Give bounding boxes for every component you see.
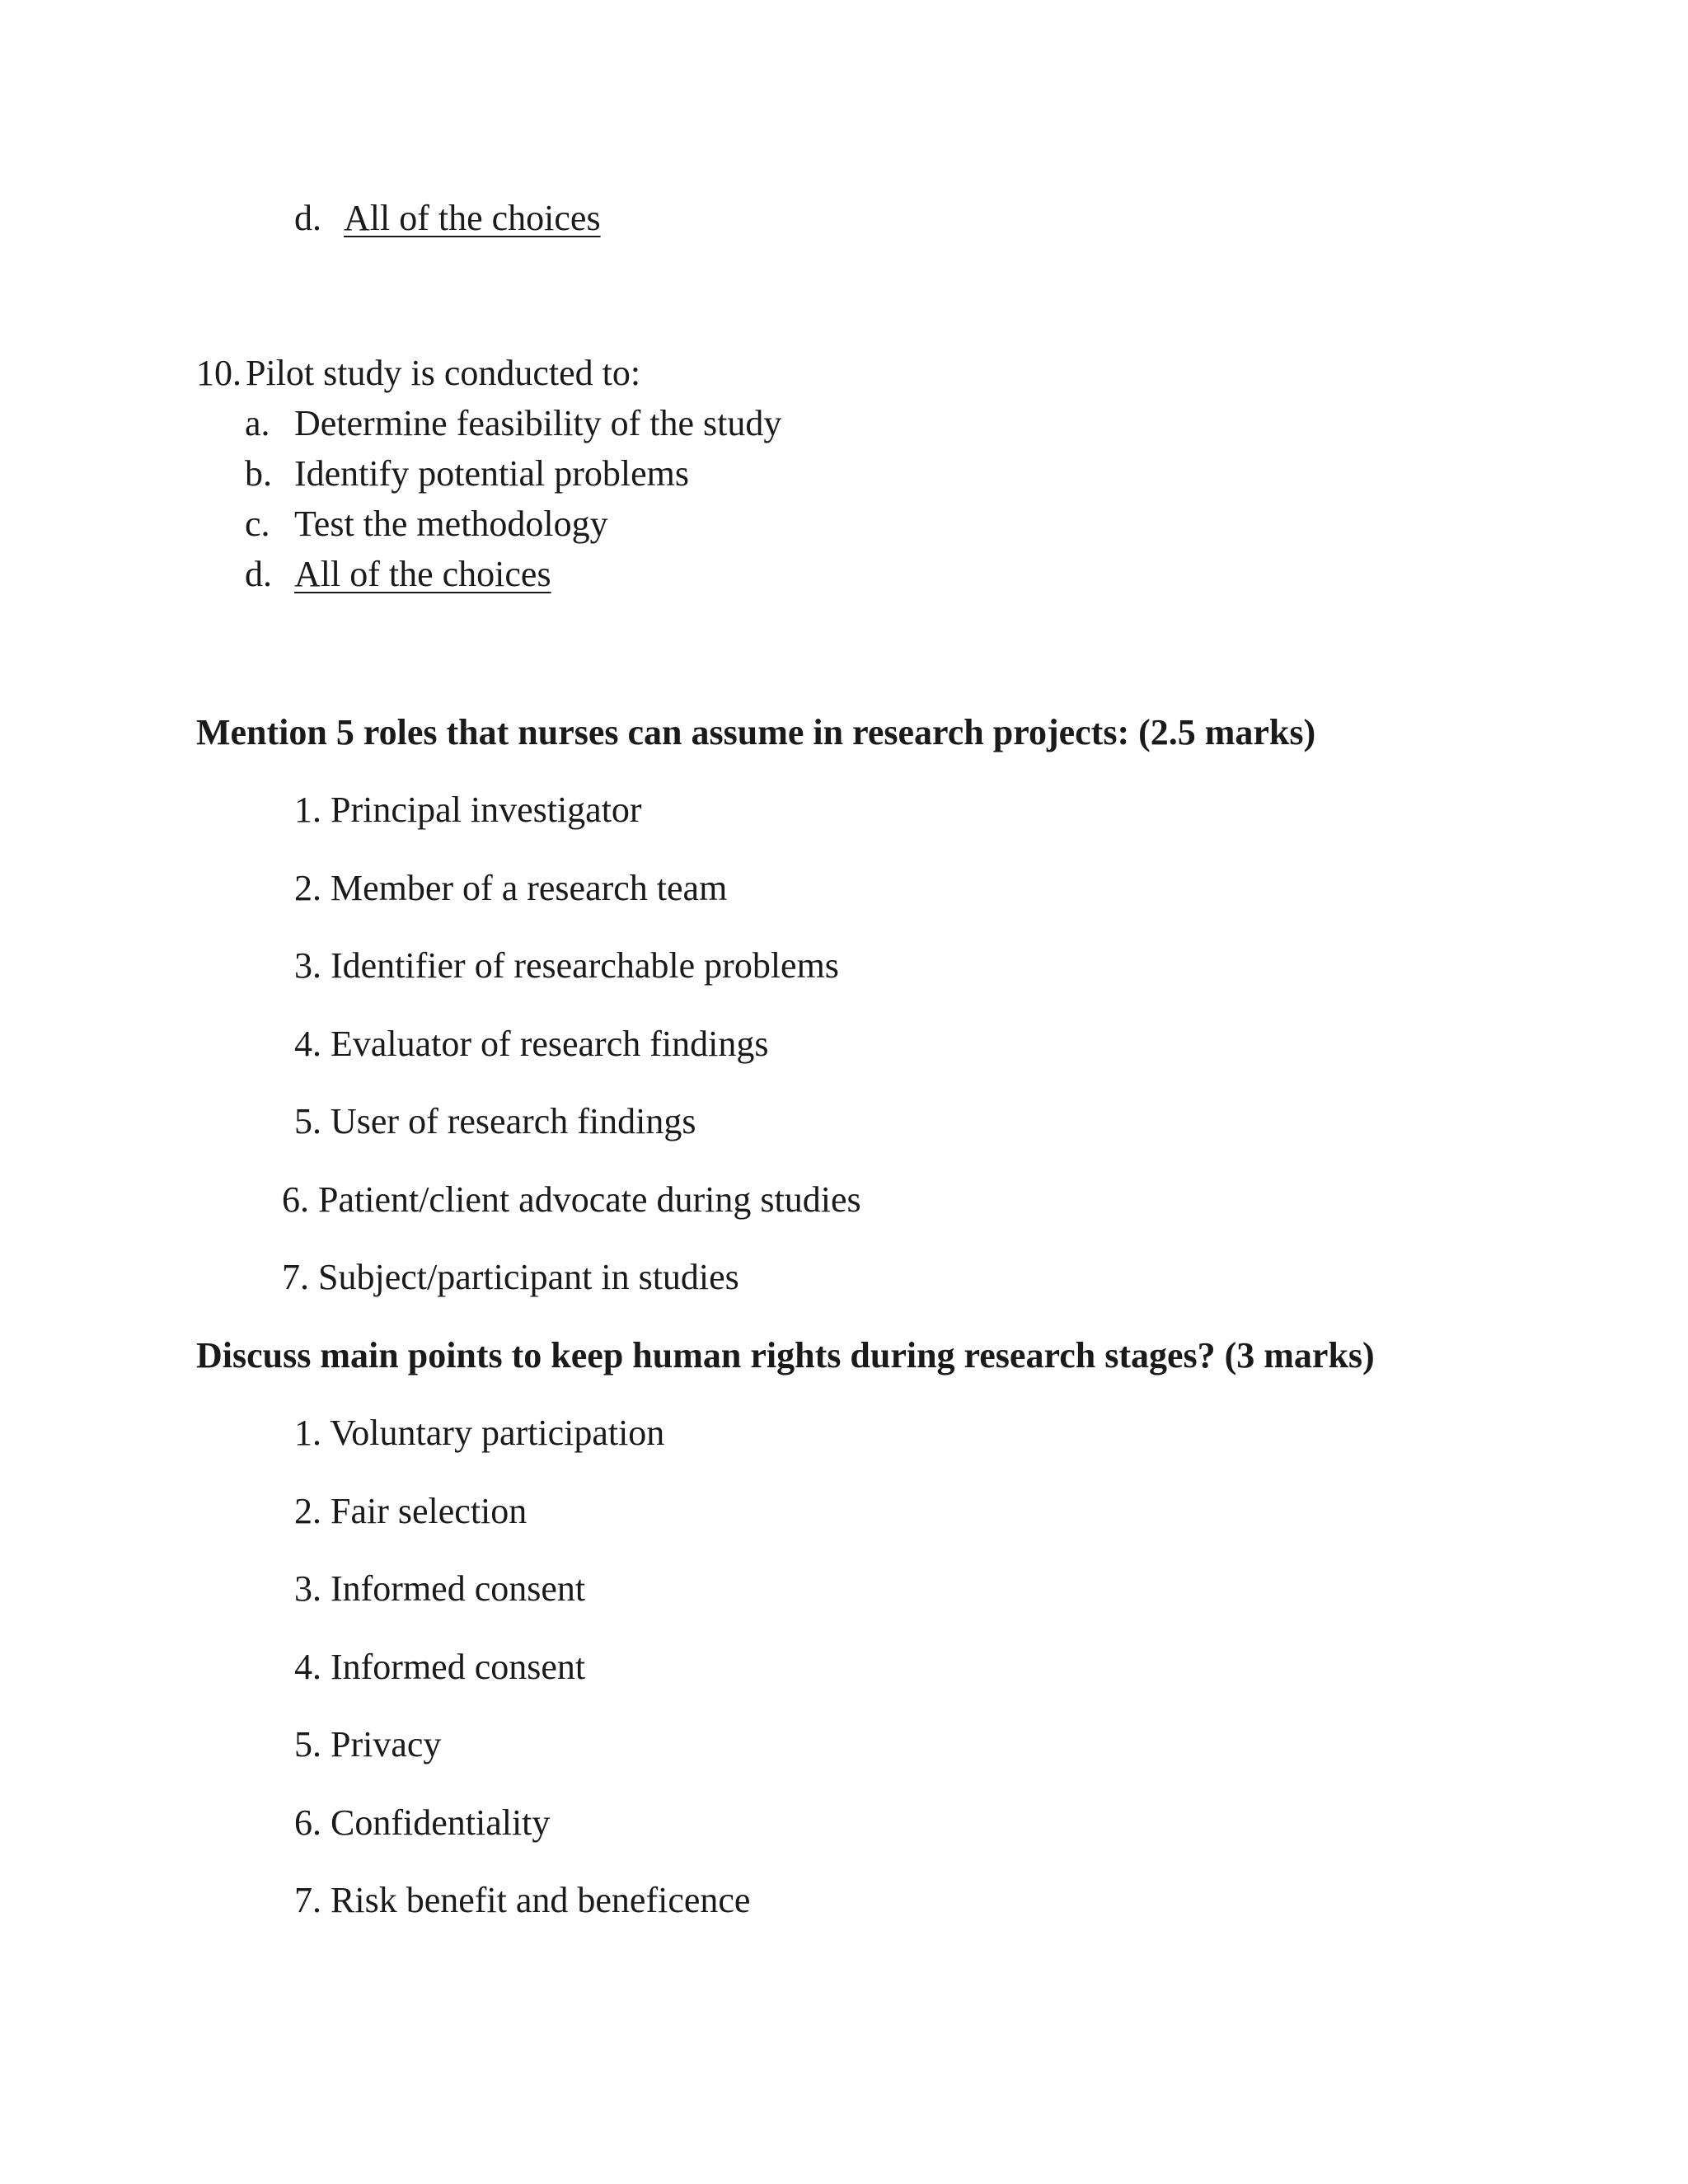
option-letter: c. (245, 504, 270, 544)
rights-item-7: 7. Risk benefit and beneficence (294, 1880, 751, 1920)
roles-heading: Mention 5 roles that nurses can assume in research projects: (2.5 marks) (196, 712, 1316, 752)
prev-option-d (294, 195, 601, 241)
q10-option-a (245, 401, 781, 447)
option-text: Determine feasibility of the study (294, 403, 782, 443)
roles-item-1: 1. Principal investigator (294, 790, 642, 830)
roles-item-4: 4. Evaluator of research findings (294, 1024, 769, 1064)
question-number: 10. (196, 353, 241, 393)
option-letter: b. (245, 453, 272, 494)
option-letter: a. (245, 403, 270, 443)
q10-option-b (245, 451, 689, 497)
roles-item-5: 5. User of research findings (294, 1101, 696, 1141)
q10-option-d (245, 551, 551, 598)
rights-item-1: 1. Voluntary participation (294, 1413, 665, 1453)
correct-answer: All of the choices (344, 198, 601, 238)
option-text: Test the methodology (294, 504, 608, 544)
roles-item-6: 6. Patient/client advocate during studies (282, 1179, 861, 1220)
rights-item-3: 3. Informed consent (294, 1568, 586, 1609)
rights-item-5: 5. Privacy (294, 1724, 442, 1765)
rights-item-2: 2. Fair selection (294, 1491, 528, 1531)
rights-item-4: 4. Informed consent (294, 1647, 586, 1687)
q10-option-c (245, 501, 608, 547)
option-letter: d. (294, 198, 321, 238)
roles-item-7: 7. Subject/participant in studies (282, 1257, 739, 1297)
correct-answer: All of the choices (294, 554, 551, 594)
option-text: Identify potential problems (294, 453, 689, 494)
rights-item-6: 6. Confidentiality (294, 1802, 551, 1843)
option-letter: d. (245, 554, 272, 594)
question-text: Pilot study is conducted to: (246, 353, 641, 393)
question-10 (196, 350, 640, 396)
roles-item-3: 3. Identifier of researchable problems (294, 945, 839, 986)
roles-item-2: 2. Member of a research team (294, 868, 728, 908)
rights-heading: Discuss main points to keep human rights during research stages? (3 marks) (196, 1335, 1375, 1376)
